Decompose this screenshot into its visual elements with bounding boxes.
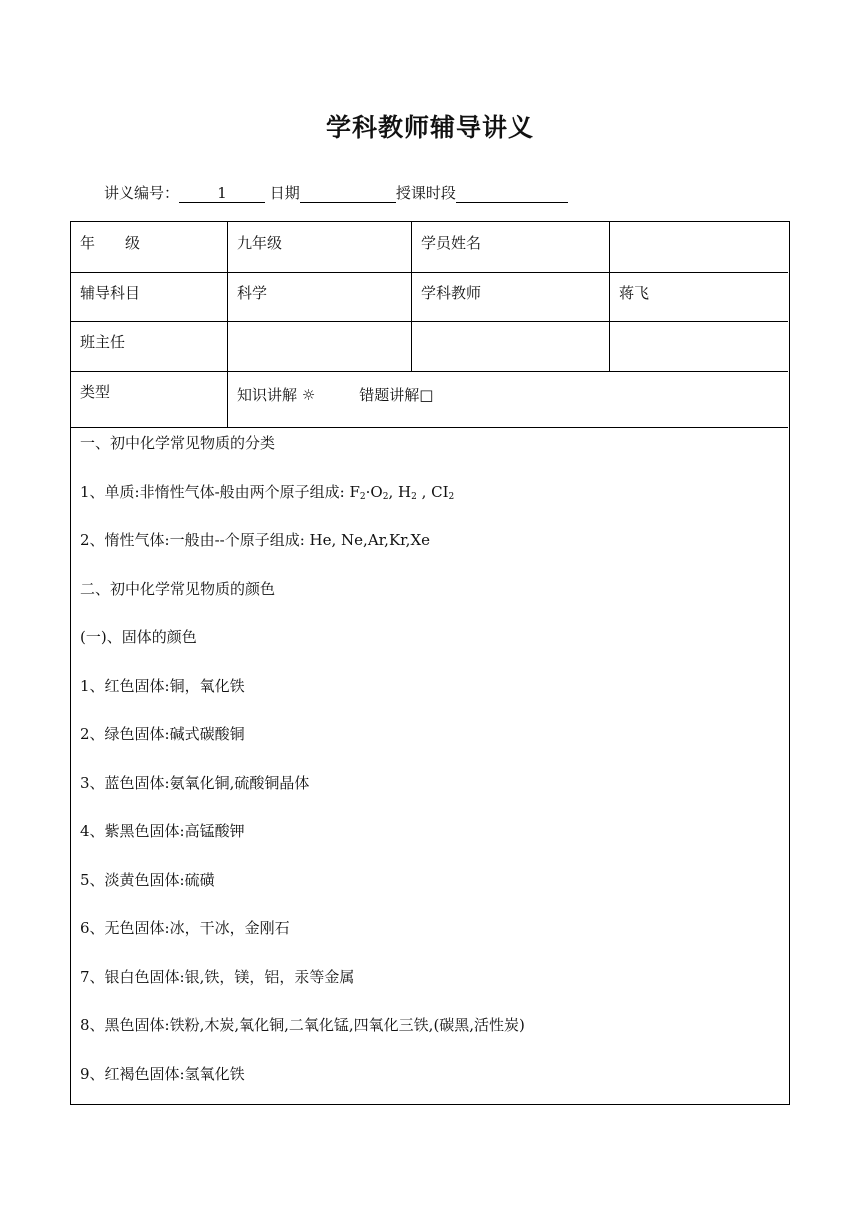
- table-row-head-teacher: [71, 321, 788, 372]
- type-option-mistakes: 错题讲解□: [359, 386, 434, 404]
- list-item: 4、紫黑色固体:高锰酸钾: [80, 822, 245, 840]
- list-item: 9、红褐色固体:氢氧化铁: [80, 1064, 245, 1083]
- period-label: 授课时段: [395, 184, 456, 202]
- lecture-content: [80, 428, 780, 1107]
- type-label: 类型: [71, 371, 228, 427]
- grade-label: 年 级: [71, 222, 228, 272]
- list-item-elements: 1、单质:非惰性气体-般由两个原子组成: $F_2\cdot O_2$, $H_2$ , $CI_2$: [80, 482, 455, 502]
- date-label: 日期: [269, 184, 300, 202]
- table-row-type: [71, 371, 788, 428]
- list-item: 6、无色固体:冰，干冰，金刚石: [80, 919, 290, 937]
- subject-label: 辅导科目: [71, 272, 228, 321]
- period-field: [456, 184, 568, 203]
- section-heading-colors: 二、初中化学常见物质的颜色: [80, 579, 276, 598]
- section-heading-classification: 一、初中化学常见物质的分类: [80, 434, 276, 452]
- date-field: [300, 184, 396, 203]
- document-title: 学科教师辅导讲义: [325, 113, 534, 142]
- student-name-label: 学员姓名: [412, 222, 610, 272]
- list-item: 1、红色固体:铜，氧化铁: [80, 676, 245, 695]
- list-item: 5、淡黄色固体:硫磺: [80, 870, 215, 889]
- teacher-label: 学科教师: [412, 272, 610, 321]
- handout-number-field: 1: [179, 184, 265, 203]
- type-option-knowledge: 知识讲解 ☼: [237, 386, 316, 404]
- subheading-solid-colors: (一)、固体的颜色: [80, 628, 197, 646]
- type-options: [228, 371, 788, 427]
- student-name-value: [610, 222, 788, 272]
- empty-cell: [412, 321, 610, 371]
- handout-table: [70, 221, 790, 1105]
- list-item: 3、蓝色固体:氨氧化铜,硫酸铜晶体: [80, 773, 310, 792]
- grade-value: 九年级: [228, 222, 412, 272]
- handout-number-label: 讲义编号：: [104, 184, 180, 202]
- head-teacher-label: 班主任: [71, 321, 228, 371]
- list-item: 7、银白色固体:银,铁，镁，铝，汞等金属: [80, 967, 355, 986]
- empty-cell: [610, 321, 788, 371]
- handout-meta-line: [104, 182, 568, 203]
- table-row-subject: [71, 272, 788, 322]
- teacher-value: 蒋飞: [619, 284, 650, 302]
- list-item: 2、绿色固体:碱式碳酸铜: [80, 725, 245, 743]
- subject-value: 科学: [228, 272, 412, 321]
- head-teacher-value: [228, 321, 412, 371]
- list-item: 8、黑色固体:铁粉,木炭,氧化铜,二氧化锰,四氧化三铁,(碳黑,活性炭): [80, 1016, 525, 1034]
- table-row-grade: [71, 222, 788, 273]
- list-item-inert-gas: 2、惰性气体:一般由--个原子组成: He, Ne,Ar,Kr,Xe: [80, 531, 430, 549]
